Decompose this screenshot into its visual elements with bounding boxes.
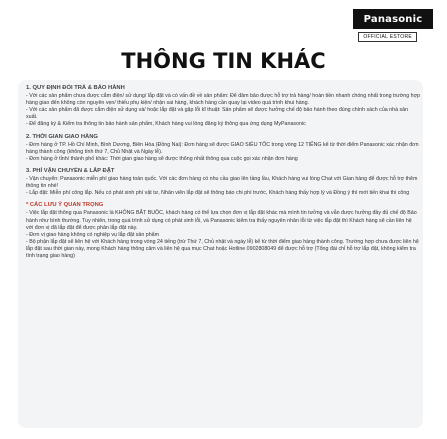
section-paragraph: - Lắp đặt: Miễn phí công lắp. Nếu có phát sinh phí vật tư, Nhân viên lắp đặt sẽ thông báo chi phí trước, Khách hàng thấy hợp lý và Đồng ý thì mới tiến khai thi công — [26, 190, 410, 197]
section-heading: 1. QUY ĐỊNH ĐỔI TRẢ & BẢO HÀNH — [26, 85, 125, 91]
section-paragraph: - Với các sản phẩm chưa được cắm điện/ sử dụng/ lắp đặt và có vấn đề về sản phẩm: Để đảm bảo được hỗ trợ trả hàng/ hoàn tiền nhanh chóng nhất trong trường hợp hàng giao đến không còn nguyên vẹn/ thiếu phụ kiện/ nhận sai hàng, khách hàng cần quay lại video quá trình khui hàng. — [26, 93, 420, 107]
section-paragraph: - Vận chuyển: Panasonic miễn phí giao hàng toàn quốc. Với các đơn hàng có nhu cầu giao lên tầng lầu, Khách hàng vui lòng Chat với Gian hàng để được hỗ trợ thêm thông tin nhé! — [26, 176, 418, 190]
section-paragraph: - Việc lắp đặt thông qua Panasonic là KHÔNG BẮT BUỘC, khách hàng có thể lựa chọn đơn vị lắp đặt khác mà mình tin tưởng và vẫn được hưởng đầy đủ chế độ Bảo hành như bình thường. Tuy nhiên, trong quá trình sử dụng có phát sinh lỗi, và Panasonic kiểm tra thấy nguyên nhân lỗi từ việc lắp đặt thì Khách hàng sẽ cần liên hệ với đơn vị đã lắp đặt để được phản lắp đặt này. — [26, 210, 417, 231]
section-shipping-installation — [26, 168, 420, 197]
section-heading: 2. THỜI GIAN GIAO HÀNG — [26, 133, 98, 140]
panasonic-logo: Panasonic — [353, 9, 433, 29]
section-paragraph: - Để đăng ký & Kiểm tra thông tin bảo hành sản phẩm, Khách hàng vui lòng đăng ký thông qua ứng dụng MyPanasonic — [26, 121, 306, 128]
section-delivery-time — [26, 134, 420, 163]
section-paragraph: - Bộ phận lắp đặt sẽ liên hệ với Khách hàng trong vòng 24 tiếng (trừ Thứ 7, Chủ nhật và ngày lễ) kể từ thời điểm giao hàng thành công. Trường hợp chưa được liên hệ lắp đặt sau thời gian này, mong Khách hàng thông cảm và liên hệ qua mục Chat hoặc Hotline 0902808049 để được hỗ trợ (Tổng đài chỉ hỗ trợ lắp đặt, không kiểm tra tình trạng giao hàng) — [26, 238, 419, 259]
section-paragraph: - Đơn hàng ở TP. Hồ Chí Minh, Bình Dương, Biên Hòa (Đồng Nai): Đơn hàng sẽ được GIAO SIÊU TỐC trong vòng 12 TIẾNG kể từ thời điểm Panasonic xác nhận đơn hàng thành công (không tính thứ 7, Chủ Nhật và Ngày lễ). — [26, 141, 419, 155]
section-paragraph: - Đơn hàng ở tỉnh/ thành phố khác: Thời gian giao hàng sẽ được thông nhất thông qua cuộc gọi xác nhận đơn hàng — [26, 155, 298, 162]
page-title: THÔNG TIN KHÁC — [121, 49, 326, 73]
section-paragraph: - Đơn vị giao hàng không có nghiệp vụ lắp đặt sản phẩm — [26, 231, 160, 238]
title-area — [0, 43, 447, 73]
section-important-notes — [26, 202, 420, 260]
section-heading: * CÁC LƯU Ý QUAN TRỌNG — [26, 202, 104, 209]
official-store-label: OFFICIAL ESTORE — [358, 32, 417, 42]
info-content — [26, 85, 420, 425]
section-heading: 3. PHÍ VẬN CHUYỂN & LẮP ĐẶT — [26, 167, 115, 174]
section-return-warranty — [26, 85, 420, 129]
section-paragraph: - Với các sản phẩm đã được cắm điện sử dụng và/ hoặc lắp đặt và gặp lỗi kĩ thuật: Sản phẩm sẽ được hưởng chế độ bảo hành theo đúng chính sách của nhà sản xuất. — [26, 107, 409, 121]
